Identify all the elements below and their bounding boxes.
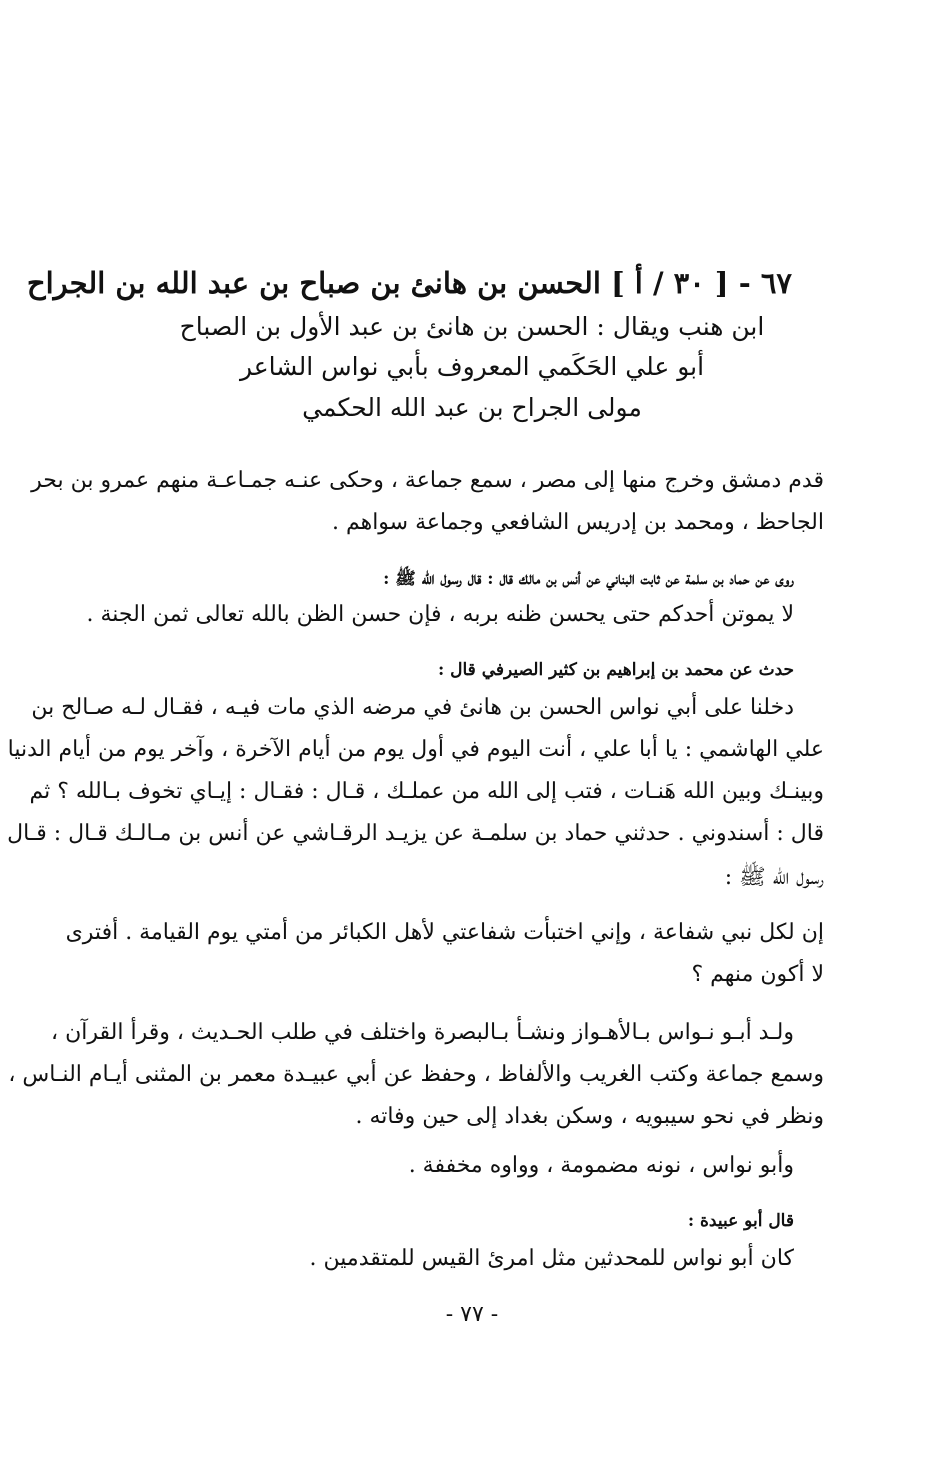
para3-line-1: ولـد أبـو نـواس بـالأهـواز ونشـأ بـالبصرة واختلف في طلب الحـديث ، وقرأ القرآن ، <box>51 1020 794 1045</box>
hadith2-text-line-2: لا أكون منهم ؟ <box>691 962 824 987</box>
title-line-2: ابن هنب ويقال : الحسن بن هانئ بن عبد الأول بن الصباح <box>179 312 765 341</box>
hadith2-isnad: حدث عن محمد بن إبراهيم بن كثير الصيرفي قال : <box>437 660 794 680</box>
hadith2-line-4: قال : أسندوني . حدثني حماد بن سلمـة عن يزيـد الرقـاشي عن أنس بن مـالـك قـال : قـال <box>7 821 824 846</box>
quote-label: قال أبو عبيدة : <box>687 1211 794 1231</box>
hadith2-line-2: علي الهاشمي : يا أبا علي ، أنت اليوم في أول يوم من أيام الآخرة ، وآخر يوم من أيام الدنيا <box>7 737 824 762</box>
quote-text: كان أبو نواس للمحدثين مثل امرئ القيس للمتقدمين . <box>309 1246 794 1271</box>
hadith1-text: لا يموتن أحدكم حتى يحسن ظنه بربه ، فإن حسن الظن بالله تعالى ثمن الجنة . <box>86 602 794 627</box>
para3-line-2: وسمع جماعة وكتب الغريب والألفاظ ، وحفظ عن أبي عبيـدة معمر بن المثنى أيـام النـاس ، <box>8 1062 824 1087</box>
hadith1-isnad: روى عن حماد بن سلمة عن ثابت البناني عن أنس بن مالك قال : قال رسول الله ﷺ : <box>383 569 794 589</box>
para4-line-1: وأبو نواس ، نونه مضمومة ، وواوه مخففة . <box>408 1153 794 1178</box>
hadith2-text-line-1: إن لكل نبي شفاعة ، وإني اختبأت شفاعتي لأهل الكبائر من أمتي يوم القيامة . أفترى <box>65 920 824 945</box>
para1-line-1: قدم دمشق وخرج منها إلى مصر ، سمع جماعة ، وحكى عنـه جمـاعـة منهم عمرو بن بحر <box>31 468 824 493</box>
hadith2-line-3: وبينـك وبين الله هَنـات ، فتب إلى الله من عملـك ، قـال : فقـال : إيـاي تخوف بـالله ؟ ثم <box>29 779 824 804</box>
page-number: - ٧٧ - <box>445 1302 499 1327</box>
hadith2-line-1: دخلنا على أبي نواس الحسن بن هانئ في مرضه الذي مات فيـه ، فقـال لـه صـالح بن <box>31 695 794 720</box>
title-line-3: أبو علي الحَكَمي المعروف بأبي نواس الشاعر <box>239 352 705 381</box>
entry-title: ٦٧ - [ ٣٠ / أ ] الحسن بن هانئ بن صباح بن عبد الله بن الجراح <box>26 266 792 300</box>
title-line-4: مولى الجراح بن عبد الله الحكمي <box>302 393 642 422</box>
hadith2-line-5: رسول الله ﷺ : <box>724 865 824 890</box>
para1-line-2: الجاحظ ، ومحمد بن إدريس الشافعي وجماعة سواهم . <box>331 510 824 535</box>
para3-line-3: ونظر في نحو سيبويه ، وسكن بغداد إلى حين وفاته . <box>355 1104 824 1129</box>
